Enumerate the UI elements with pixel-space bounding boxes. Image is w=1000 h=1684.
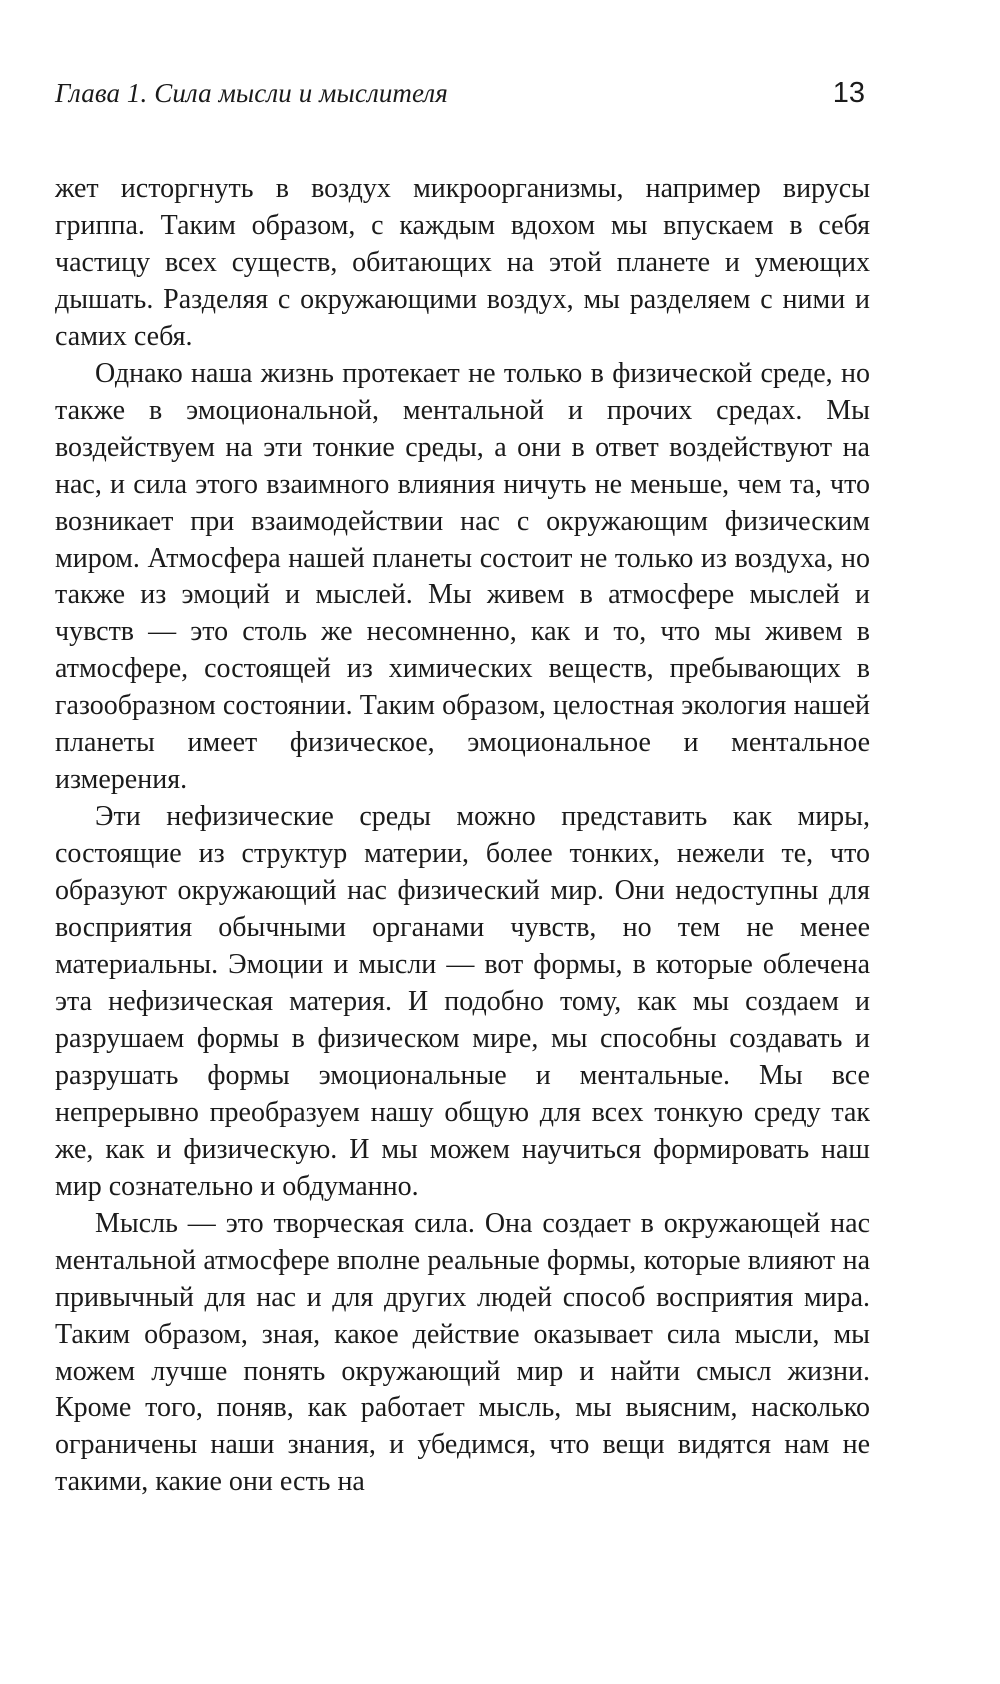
- running-header: [55, 76, 865, 120]
- paragraph-2: Однако наша жизнь протекает не только в физической среде, но также в эмоциональной, ментальной и прочих средах. Мы воздействуем на эти тонкие среды, а они в ответ воздействуют на нас, и сила этого взаимного влияния ничуть не меньше, чем та, что возникает при взаимодействии нас с окружающим физическим миром. Атмосфера нашей планеты состоит не только из воздуха, но также из эмоций и мыслей. Мы живем в атмосфере мыслей и чувств — это столь же несомненно, как и то, что мы живем в атмосфере, состоящей из химических веществ, пребывающих в газообразном состоянии. Таким образом, целостная экология нашей планеты имеет физическое, эмоциональное и ментальное измерения.: [55, 357, 870, 796]
- chapter-title: Глава 1. Сила мысли и мыслителя: [55, 78, 448, 108]
- body-text: [55, 171, 870, 1501]
- paragraph-4: Мысль — это творческая сила. Она создает в окружающей нас ментальной атмосфере вполне реальные формы, которые влияют на привычный для нас и для других людей способ восприятия мира. Таким образом, зная, какое действие оказывает сила мысли, мы можем лучше понять окружающий мир и найти смысл жизни. Кроме того, поняв, как работает мысль, мы выясним, насколько ограничены наши знания, и убедимся, что вещи видятся нам не такими, какие они есть на: [55, 1207, 870, 1498]
- paragraph-3: Эти нефизические среды можно представить как миры, состоящие из структур материи, более тонких, нежели те, что образуют окружающий нас физический мир. Они недоступны для восприятия обычными органами чувств, но тем не менее материальны. Эмоции и мысли — вот формы, в которые облечена эта нефизическая материя. И подобно тому, как мы создаем и разрушаем формы в физическом мире, мы способны создавать и разрушать формы эмоциональные и ментальные. Мы все непрерывно преобразуем нашу общую для всех тонкую среду так же, как и физическую. И мы можем научиться формировать наш мир сознательно и обдуманно.: [55, 801, 870, 1202]
- page-number: 13: [832, 77, 865, 109]
- paragraph-1: жет исторгнуть в воздух микроорганизмы, например вирусы гриппа. Таким образом, с каждым вдохом мы впускаем в себя частицу всех существ, обитающих на этой планете и умеющих дышать. Разделяя с окружающими воздух, мы разделяем с ними и самих себя.: [55, 173, 870, 352]
